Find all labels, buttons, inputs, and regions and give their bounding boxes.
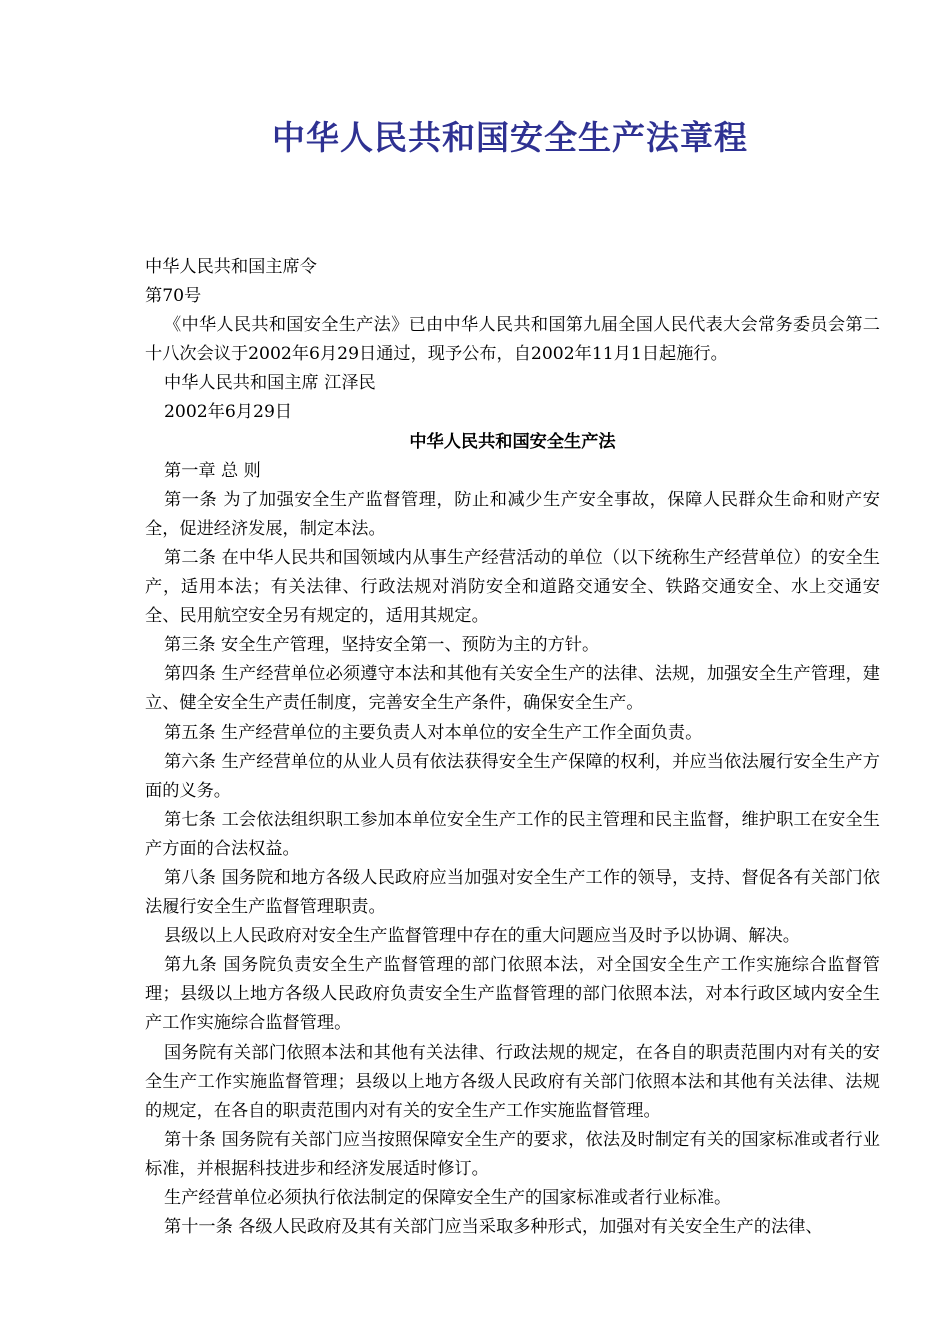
article-paragraph: 生产经营单位必须执行依法制定的保障安全生产的国家标准或者行业标准。	[164, 1188, 732, 1208]
chapter-heading: 第一章 总 则	[164, 460, 261, 481]
article-paragraph: 县级以上人民政府对安全生产监督管理中存在的重大问题应当及时予以协调、解决。	[164, 926, 800, 947]
article-paragraph: 第十条 国务院有关部门应当按照保障安全生产的要求，依法及时制定有关的国家标准或者行业标准，并根据科技进步和经济发展适时修订。	[145, 1129, 880, 1179]
decree-signatory: 中华人民共和国主席 江泽民	[164, 373, 376, 394]
article-paragraph: 第七条 工会依法组织职工参加本单位安全生产工作的民主管理和民主监督，维护职工在安全生产方面的合法权益。	[145, 809, 880, 859]
article-paragraph: 第一条 为了加强安全生产监督管理，防止和减少生产安全事故，保障人民群众生命和财产安全，促进经济发展，制定本法。	[145, 489, 880, 539]
decree-body: 《中华人民共和国安全生产法》已由中华人民共和国第九届全国人民代表大会常务委员会第二十八次会议于2002年6月29日通过，现予公布，自2002年11月1日起施行。	[145, 315, 880, 365]
article-paragraph: 第九条 国务院负责安全生产监督管理的部门依照本法，对全国安全生产工作实施综合监督管理；县级以上地方各级人民政府负责安全生产监督管理的部门依照本法，对本行政区域内安全生产工作实施综合监督管理。	[145, 955, 880, 1034]
article-paragraph: 第八条 国务院和地方各级人民政府应当加强对安全生产工作的领导，支持、督促各有关部门依法履行安全生产监督管理职责。	[145, 867, 880, 918]
article-paragraph: 国务院有关部门依照本法和其他有关法律、行政法规的规定，在各自的职责范围内对有关的安全生产工作实施监督管理；县级以上地方各级人民政府有关部门依照本法和其他有关法律、法规的规定，在各自的职责范围内对有关的安全生产工作实施监督管理。	[145, 1042, 880, 1121]
article-paragraph: 第二条 在中华人民共和国领域内从事生产经营活动的单位（以下统称生产经营单位）的安全生产，适用本法；有关法律、行政法规对消防安全和道路交通安全、铁路交通安全、水上交通安全、民用航空安全另有规定的，适用其规定。	[145, 547, 880, 627]
article-paragraph: 第十一条 各级人民政府及其有关部门应当采取多种形式，加强对有关安全生产的法律、	[164, 1217, 823, 1238]
decree-issuer: 中华人民共和国主席令	[145, 257, 317, 277]
decree-number: 第70号	[145, 286, 202, 307]
document-body	[145, 253, 880, 1242]
article-paragraph: 第六条 生产经营单位的从业人员有依法获得安全生产保障的权利，并应当依法履行安全生产方面的义务。	[145, 751, 880, 801]
article-paragraph: 第五条 生产经营单位的主要负责人对本单位的安全生产工作全面负责。	[164, 722, 703, 743]
article-paragraph: 第四条 生产经营单位必须遵守本法和其他有关安全生产的法律、法规，加强安全生产管理，建立、健全安全生产责任制度，完善安全生产条件，确保安全生产。	[145, 664, 880, 714]
law-title: 中华人民共和国安全生产法	[409, 431, 616, 452]
decree-date: 2002年6月29日	[164, 402, 293, 423]
article-paragraph: 第三条 安全生产管理，坚持安全第一、预防为主的方针。	[164, 635, 600, 656]
document-title: 中华人民共和国安全生产法章程	[272, 118, 748, 157]
